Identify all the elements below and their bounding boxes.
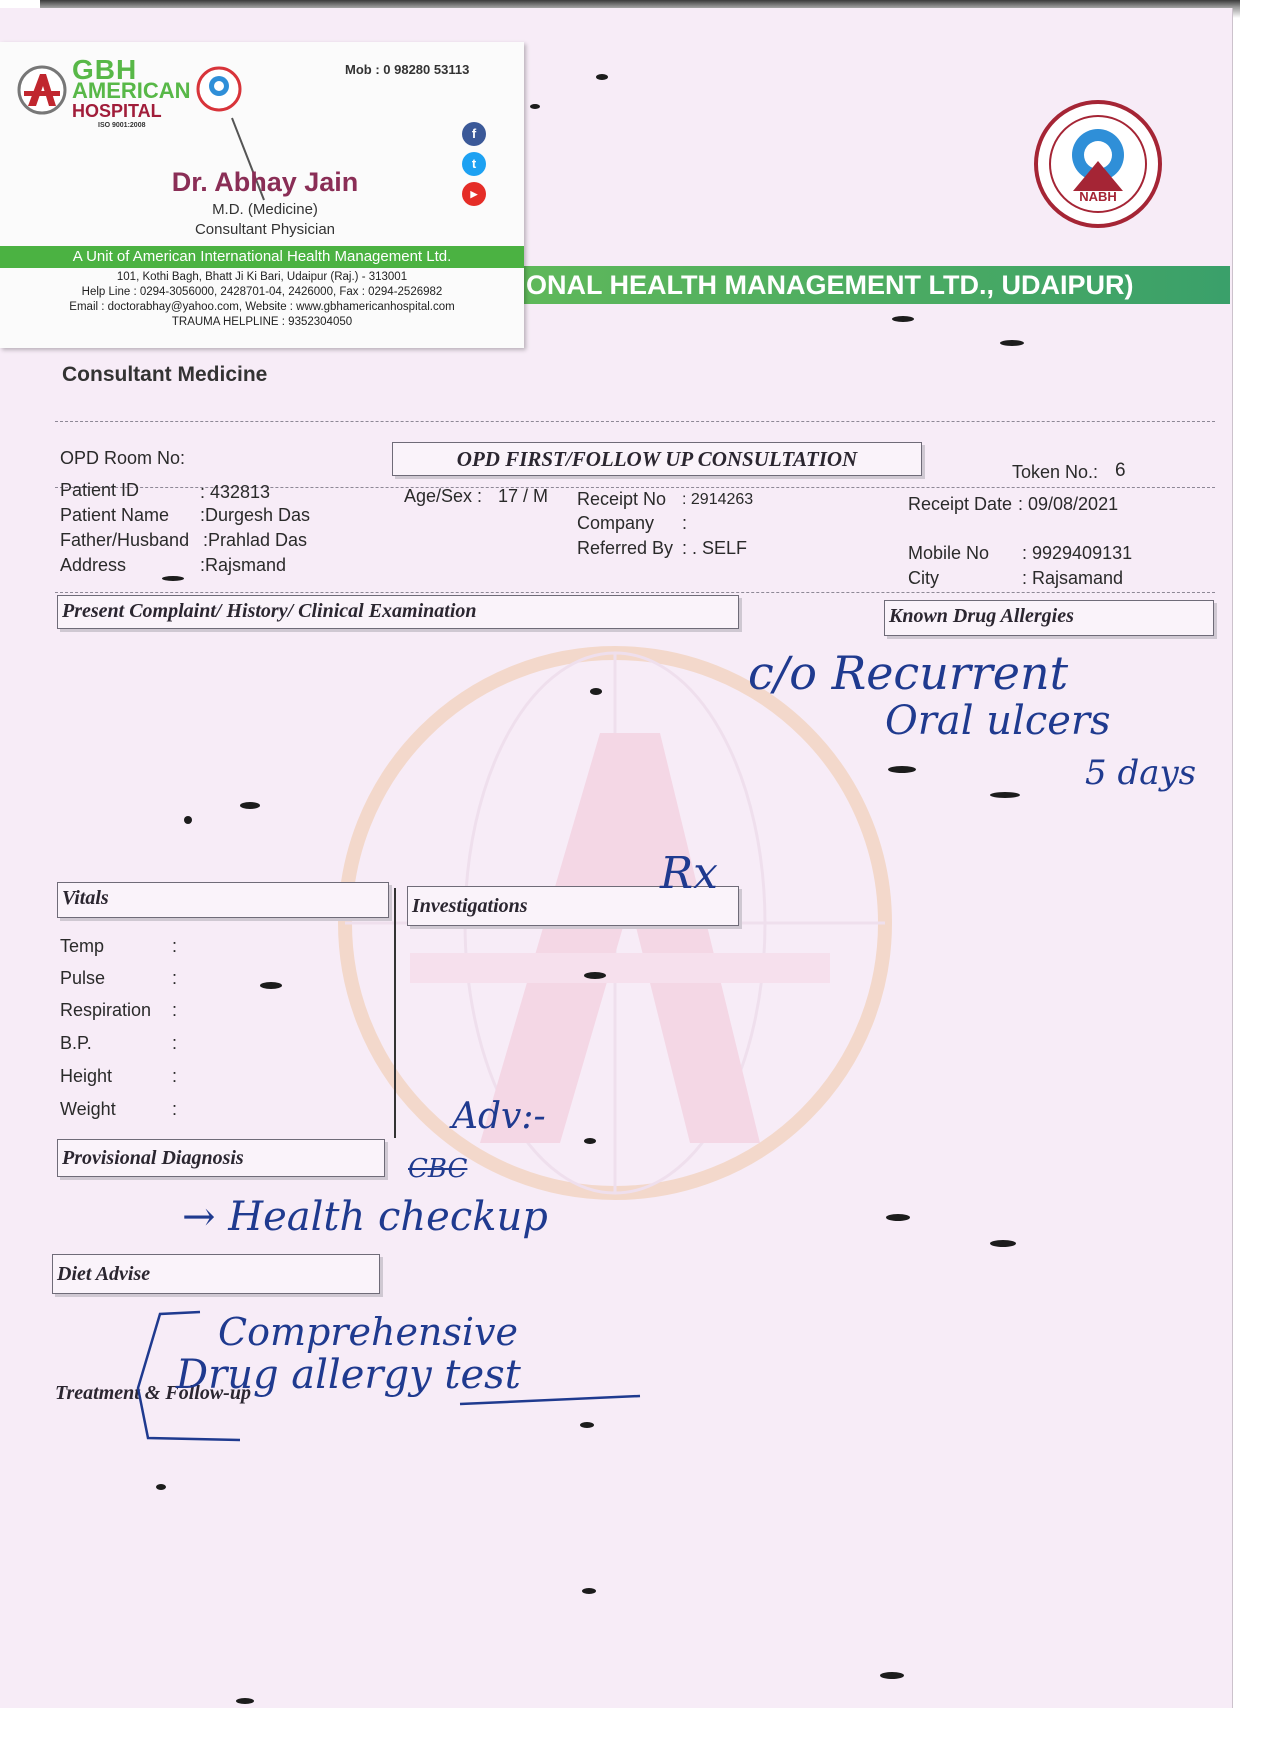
mobile-number: Mob : 0 98280 53113	[345, 62, 470, 77]
scan-speck	[990, 1240, 1016, 1247]
helpline-line: Help Line : 0294-3056000, 2428701-04, 2426000, Fax : 0294-2526982	[81, 286, 443, 298]
vitals-list	[60, 936, 200, 1132]
scan-speck	[888, 766, 916, 773]
handwritten-complaint-line3: 5 days	[1085, 753, 1197, 793]
iso-certification: ISO 9001:2008	[98, 122, 146, 129]
scan-speck	[240, 802, 260, 809]
hospital-banner-strip: ONAL HEALTH MANAGEMENT LTD., UDAIPUR)	[524, 266, 1230, 304]
form-title-text: OPD FIRST/FOLLOW UP CONSULTATION	[456, 447, 858, 471]
trauma-helpline-line: TRAUMA HELPLINE : 9352304050	[171, 316, 353, 328]
scan-speck	[236, 1698, 254, 1704]
handwritten-drug-allergy-test: Drug allergy test	[176, 1352, 521, 1398]
contact-details	[0, 270, 524, 330]
scan-speck	[590, 688, 602, 695]
treatment-heading: Treatment & Follow-up	[55, 1382, 251, 1404]
scan-speck	[886, 1214, 910, 1221]
facebook-icon: f	[462, 122, 486, 146]
divider	[55, 421, 1215, 422]
scan-speck	[580, 1422, 594, 1428]
vital-label: Respiration	[60, 1000, 152, 1020]
receipt-date-value: : 09/08/2021	[1018, 494, 1119, 514]
referred-by-label: Referred By	[577, 538, 674, 558]
scan-speck	[162, 576, 184, 581]
handwritten-comprehensive: Comprehensive	[218, 1310, 519, 1354]
scan-speck	[892, 316, 914, 322]
scan-speck	[990, 792, 1020, 798]
age-sex-label: Age/Sex :	[404, 486, 483, 506]
hospital-logo-icon	[16, 64, 68, 116]
opd-room-label: OPD Room No:	[60, 448, 186, 468]
vital-row	[60, 1033, 200, 1066]
scan-speck	[582, 1588, 596, 1594]
department-title: Consultant Medicine	[62, 363, 268, 386]
brand-line2: AMERICAN	[72, 78, 191, 103]
scan-speck	[596, 74, 608, 80]
receipt-no-label: Receipt No	[577, 489, 667, 509]
age-sex-value: 17 / M	[498, 486, 549, 506]
vitals-heading: Vitals	[57, 882, 389, 918]
address-line: 101, Kothi Bagh, Bhatt Ji Ki Bari, Udaipur (Raj.) - 313001	[116, 271, 408, 283]
doctor-title: Consultant Physician	[194, 221, 336, 238]
token-label: Token No.:	[1012, 462, 1099, 482]
vital-label: Weight	[60, 1099, 116, 1119]
vital-colon: :	[172, 1000, 178, 1020]
doctor-name: Dr. Abhay Jain	[171, 167, 359, 197]
handwritten-bracket-icon	[130, 1308, 650, 1458]
company-label: Company	[577, 513, 655, 533]
youtube-icon: ▶	[462, 182, 486, 206]
handwritten-advice-struck: CBC	[408, 1154, 468, 1184]
scan-speck	[584, 1138, 596, 1144]
brand-line1: GBH	[72, 54, 138, 85]
divider	[55, 592, 1215, 593]
unit-banner: A Unit of American International Health Management Ltd.	[0, 246, 524, 268]
scan-speck	[1000, 340, 1024, 346]
patient-name-label: Patient Name	[60, 505, 170, 525]
hospital-brand	[72, 56, 191, 129]
nabh-label: NABH	[1079, 189, 1117, 204]
doctor-block	[150, 167, 380, 238]
patient-name-value: :Durgesh Das	[200, 505, 311, 525]
complaint-heading: Present Complaint/ History/ Clinical Examination	[57, 595, 739, 629]
nabh-small-seal-icon	[196, 66, 242, 112]
address-label: Address	[60, 555, 127, 575]
allergies-heading: Known Drug Allergies	[884, 600, 1214, 636]
vital-row	[60, 1000, 200, 1033]
column-divider	[394, 888, 396, 1138]
email-website-line: Email : doctorabhay@yahoo.com, Website : www.gbhamericanhospital.com	[69, 301, 455, 313]
investigations-heading: Investigations	[407, 886, 739, 926]
form-title	[392, 442, 922, 476]
vital-colon: :	[172, 1099, 178, 1119]
handwritten-rx: Rx	[660, 848, 718, 899]
diet-heading: Diet Advise	[52, 1254, 380, 1294]
scan-speck	[584, 972, 606, 979]
receipt-date-label: Receipt Date	[908, 494, 1013, 514]
vital-label: B.P.	[60, 1033, 92, 1053]
city-label: City	[908, 568, 939, 588]
brand-line3: HOSPITAL	[72, 101, 162, 121]
scan-speck	[880, 1672, 904, 1679]
token-value: 6	[1115, 460, 1126, 481]
address-value: :Rajsmand	[200, 555, 287, 575]
nabh-seal-icon	[1033, 99, 1163, 229]
vital-row	[60, 1066, 200, 1099]
patient-id-value: : 432813	[200, 482, 271, 502]
vital-label: Height	[60, 1066, 113, 1086]
vital-row	[60, 1099, 200, 1132]
diagnosis-heading: Provisional Diagnosis	[57, 1139, 385, 1177]
scan-speck	[260, 982, 282, 989]
vital-row	[60, 936, 200, 968]
vital-row	[60, 968, 200, 1000]
company-value: :	[682, 513, 688, 533]
vital-colon: :	[172, 1066, 178, 1086]
vital-colon: :	[172, 968, 178, 988]
twitter-icon: t	[462, 152, 486, 176]
handwritten-complaint-line1: c/o Recurrent	[748, 646, 1069, 700]
father-label: Father/Husband	[60, 530, 190, 550]
patient-id-label: Patient ID	[60, 480, 140, 500]
mobile-label: Mobile No	[908, 543, 990, 563]
vital-label: Pulse	[60, 968, 106, 988]
doctor-business-card	[0, 42, 524, 348]
vital-label: Temp	[60, 936, 105, 956]
receipt-no-value: : 2914263	[682, 491, 754, 508]
father-value: :Prahlad Das	[203, 530, 308, 550]
doctor-degree: M.D. (Medicine)	[212, 201, 318, 218]
vital-colon: :	[172, 1033, 178, 1053]
mobile-value: : 9929409131	[1022, 543, 1133, 563]
handwritten-complaint-line2: Oral ulcers	[885, 698, 1111, 744]
scan-speck	[184, 816, 192, 824]
scan-speck	[156, 1484, 166, 1490]
scan-speck	[530, 104, 540, 109]
handwritten-health-checkup: → Health checkup	[182, 1194, 548, 1240]
referred-by-value: : . SELF	[682, 538, 748, 558]
handwritten-advice: Adv:-	[452, 1096, 546, 1137]
vital-colon: :	[172, 936, 178, 956]
city-value: : Rajsamand	[1022, 568, 1124, 588]
